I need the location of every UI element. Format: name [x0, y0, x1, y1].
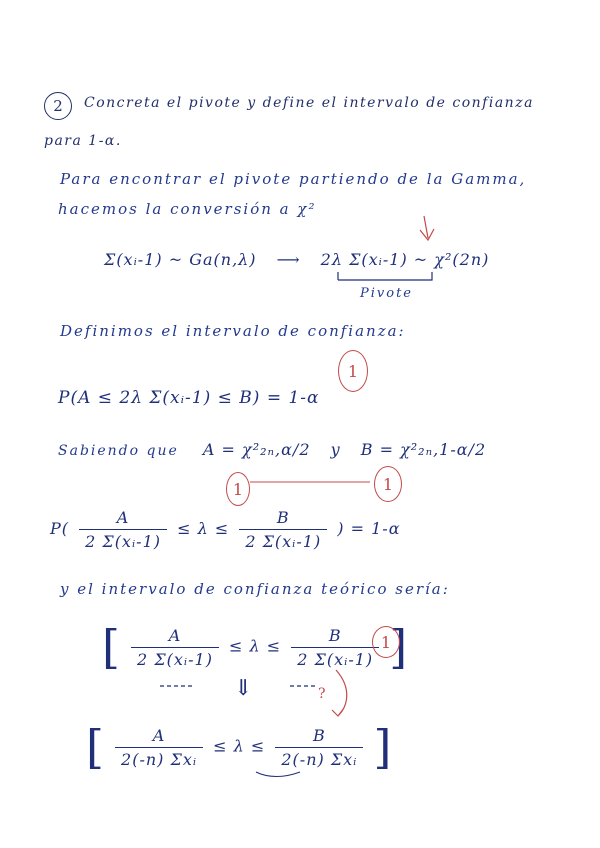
theoretical-interval-text: y el intervalo de confianza teórico sería:	[60, 580, 450, 598]
a-definition: A = χ²₂ₙ,α/2	[202, 440, 311, 459]
knowing-prefix: Sabiendo que	[58, 443, 179, 459]
fraction-b-numerator: B	[276, 508, 290, 527]
red-circle-mark-4	[372, 626, 400, 658]
red-arrow-icon	[420, 216, 434, 240]
interval2-b-numerator: B	[313, 725, 326, 745]
pivote-underbrace	[338, 272, 432, 280]
interval1-a-denominator: 2 Σ(xᵢ-1)	[131, 647, 219, 669]
problem-number: 2	[53, 97, 63, 115]
interval1-b-denominator: 2 Σ(xᵢ-1)	[291, 647, 379, 669]
red-mark-4-label: 1	[380, 632, 392, 652]
red-circle-mark-1	[338, 350, 368, 392]
probability-statement: P(A ≤ 2λ Σ(xᵢ-1) ≤ B) = 1-α	[58, 388, 320, 408]
problem-statement-line1: Concreta el pivote y define el intervalo de confianza	[84, 95, 534, 111]
problem-number-circle	[44, 92, 72, 120]
red-curved-arrow-icon	[332, 670, 347, 716]
problem-statement-line2: para 1-α.	[44, 133, 122, 149]
interval2-a-denominator: 2(-n) Σxᵢ	[115, 747, 203, 769]
lambda-probability	[50, 508, 401, 551]
interval2-b-denominator: 2(-n) Σxᵢ	[275, 747, 363, 769]
gamma-equation	[104, 250, 489, 269]
fraction-a-numerator: A	[116, 508, 130, 527]
p-close: ) = 1-α	[337, 519, 401, 538]
interval1-b-numerator: B	[328, 625, 342, 645]
implies-arrow-icon: ⇓	[234, 676, 254, 701]
interval2-a-numerator: A	[152, 725, 166, 745]
interval2-inequality: ≤ λ ≤	[213, 736, 266, 756]
define-interval-text: Definimos el intervalo de confianza:	[60, 322, 406, 340]
fraction-a-denominator: 2 Σ(xᵢ-1)	[79, 529, 167, 551]
interval-2	[86, 720, 393, 774]
interval1-inequality: ≤ λ ≤	[229, 636, 282, 656]
gamma-equation-right: 2λ Σ(xᵢ-1) ~ χ²(2n)	[320, 250, 490, 269]
b-definition: B = χ²₂ₙ,1-α/2	[360, 440, 487, 459]
interval1-fraction-b	[291, 626, 379, 669]
red-question-mark: ?	[318, 686, 326, 702]
intro-line2: hacemos la conversión a χ²	[58, 200, 317, 218]
interval-1	[102, 620, 409, 674]
knowing-connector: y	[330, 440, 341, 459]
interval2-underline-mark	[256, 772, 300, 777]
left-bracket: [	[102, 620, 121, 674]
interval1-a-numerator: A	[168, 625, 182, 645]
arrow-icon: ⟶	[276, 250, 301, 269]
knowing-line	[58, 440, 486, 459]
intro-line1: Para encontrar el pivote partiendo de la Gamma,	[60, 170, 527, 188]
red-circle-mark-2	[226, 472, 250, 506]
fraction-b	[239, 508, 327, 551]
red-circle-mark-3	[374, 466, 402, 502]
pivote-label: Pivote	[360, 286, 413, 301]
red-mark-3-label: 1	[382, 474, 394, 494]
right-bracket: ]	[389, 620, 409, 674]
red-mark-1-label: 1	[347, 361, 359, 381]
interval2-fraction-a	[115, 726, 203, 769]
lambda-inequality: ≤ λ ≤	[177, 519, 230, 538]
interval1-fraction-a	[131, 626, 219, 669]
fraction-a	[79, 508, 167, 551]
right-bracket-2: ]	[373, 720, 393, 774]
interval2-fraction-b	[275, 726, 363, 769]
p-open: P(	[50, 519, 70, 538]
gamma-equation-left: Σ(xᵢ-1) ~ Ga(n,λ)	[104, 250, 257, 269]
fraction-b-denominator: 2 Σ(xᵢ-1)	[239, 529, 327, 551]
left-bracket-2: [	[86, 720, 105, 774]
red-mark-2-label: 1	[232, 479, 244, 499]
